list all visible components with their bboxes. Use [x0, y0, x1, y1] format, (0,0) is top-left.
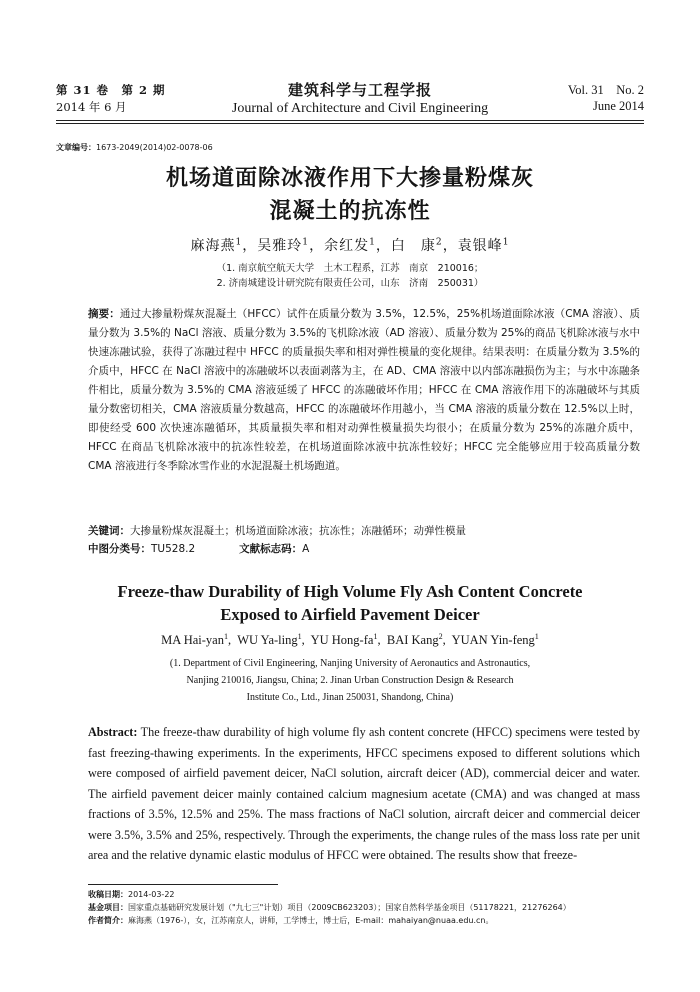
en-author-sup: 1: [534, 631, 539, 641]
author-bio-value: 麻海燕（1976-），女，江苏南京人，讲师，工学博士，博士后，E-mail：mahaiyan@nuaa.edu.cn。: [128, 916, 494, 925]
fund-label: 基金项目：: [88, 903, 128, 912]
cn-authors: 麻海燕$^1$，吴雅玲$^1$，余红发$^1$，白 康$^2$，袁银峰$^1$: [190, 237, 510, 254]
en-author-sup: 1: [223, 631, 229, 641]
cn-keywords: [88, 523, 640, 540]
en-issue-info: [568, 82, 644, 114]
cn-author-sup: 1: [235, 237, 243, 248]
footnote-rule: [88, 884, 278, 885]
en-abstract-text: The freeze-thaw durability of high volume fly ash content concrete (HFCC) specimens were tested by fast freezing-thawing experiments. In the experiments, HFCC specimens exposed to different solutions which were composed of airfield pavement deicer, NaCl solution, aircraft deicer (AD), commercial deicer and water. The airfield pavement deicer mainly contained calcium magnesium acetate (CMA) and was changed at mass fractions of 3.5%, 12.5% and 25%. The mass fractions of NaCl solution, aircraft deicer and commercial deicer were 3.5%, 3.5% and 25%, respectively. Through the experiments, the change rules of the mass loss rate per unit area and the relative dynamic elastic modulus of HFCC were obtained. The results show that freeze-: [88, 725, 640, 862]
en-author-sup: 2: [438, 631, 443, 641]
cn-abstract-label: 摘要：: [88, 308, 120, 320]
cn-author: 余红发: [324, 238, 370, 254]
cn-issue-info: [56, 82, 166, 116]
en-author-sup: 1: [297, 631, 302, 641]
cn-volume: 第 31 卷 第 2 期: [56, 83, 166, 97]
cn-author-sup: 1: [502, 237, 510, 248]
article-number: [56, 142, 213, 153]
cn-abstract: [88, 305, 640, 476]
cn-author-sup: 1: [369, 237, 376, 248]
journal-title: [160, 80, 560, 118]
doc-code-label: 文献标志码：: [239, 543, 303, 555]
en-abstract-label: Abstract:: [88, 725, 138, 739]
en-affiliation-line: (1. Department of Civil Engineering, Nanjing University of Aeronautics and Astronautics,: [169, 658, 531, 669]
en-author: MA Hai-yan: [161, 633, 224, 647]
journal-title-en: Journal of Architecture and Civil Engineering: [231, 101, 489, 116]
en-author: YUAN Yin-feng: [451, 633, 535, 647]
article-number-label: 文章编号：: [56, 143, 96, 152]
cn-author: 袁银峰: [457, 238, 503, 254]
en-title-line1: Freeze-thaw Durability of High Volume Fly Ash Content Concrete: [117, 582, 583, 601]
cn-author-sup: 2: [435, 237, 443, 248]
cn-author: 吴雅玲: [257, 238, 303, 254]
fund-info: [88, 901, 660, 914]
received-date: [88, 888, 660, 901]
cn-title-line1: 机场道面除冰液作用下大掺量粉煤灰: [165, 166, 534, 191]
cn-affiliations: [56, 261, 644, 291]
en-authors: MA Hai-yan$^1$, WU Ya-ling$^1$, YU Hong-$fa^1$, BAI Kang$^2$, YUAN Yin-feng$^1$: [161, 631, 539, 647]
en-title-line2: Exposed to Airfield Pavement Deicer: [220, 605, 480, 624]
clc-label: 中图分类号：: [88, 543, 151, 555]
received-label: 收稿日期：: [88, 890, 128, 899]
en-abstract: [88, 722, 640, 866]
journal-title-cn: 建筑科学与工程学报: [287, 81, 432, 99]
cn-affiliation-line: （1. 南京航空航天大学 土木工程系，江苏 南京 210016；: [216, 263, 484, 274]
footnotes: [88, 888, 660, 927]
cn-classification: [88, 541, 640, 558]
author-bio-label: 作者简介：: [88, 916, 128, 925]
cn-author-sup: 1: [302, 237, 310, 248]
en-title: [56, 580, 644, 626]
header-rule-thin: [56, 123, 644, 124]
cn-author: 白 康: [390, 238, 436, 254]
fund-value: 国家重点基础研究发展计划（"九七三"计划）项目（2009CB623203）；国家自然科学基金项目（51178221，21276264）: [128, 903, 571, 912]
en-affiliation-line: Institute Co., Ltd., Jinan 250031, Shandong, China): [246, 692, 454, 703]
cn-abstract-text: 通过大掺量粉煤灰混凝土（HFCC）试件在质量分数为 3.5%，12.5%，25%机场道面除冰液（CMA 溶液）、质量分数为 3.5%的 NaCl 溶液、质量分数为 3.5%的飞机除冰液（AD 溶液）、质量分数为 25%的商品飞机除冰液与水中快速冻融试验，获得了冻融过程中 HFCC 的质量损失率和相对弹性模量的变化规律。结果表明：在质量分数为 3.5%的介质中，HFCC 在 NaCl 溶液中的冻融破坏以表面剥落为主，在 AD、CMA 溶液中以内部冻融损伤为主；与水中冻融条件相比，质量分数为 3.5%的 CMA 溶液延缓了 HFCC 的冻融破坏作用；HFCC 在 CMA 溶液作用下的冻融破坏与其质量分数密切相关，CMA 溶液质量分数越高，HFCC 的冻融破坏作用越小，当 CMA 溶液的质量分数在 12.5%以上时，即使经受 600 次快速冻融循环，其质量损失率和相对动弹性模量损失均很小；在质量分数为 25%的冻融介质中，HFCC 在商品飞机除冰液中的抗冻性较差，在机场道面除冰液中抗冻性较好；HFCC 完全能够应用于较高质量分数 CMA 溶液进行冬季除冰雪作业的水泥混凝土机场跑道。: [88, 308, 641, 472]
cn-affiliation-line: 2. 济南城建设计研究院有限责任公司，山东 济南 250031）: [216, 278, 484, 289]
en-date: June 2014: [592, 99, 644, 113]
cn-title-line2: 混凝土的抗冻性: [269, 199, 431, 224]
en-author: BAI Kang: [386, 633, 439, 647]
en-volume: Vol. 31 No. 2: [567, 83, 644, 97]
en-author-sup: 1: [373, 631, 378, 641]
cn-keywords-label: 关键词：: [88, 525, 130, 537]
article-number-value: 1673-2049(2014)02-0078-06: [96, 143, 213, 152]
header-rule: [56, 120, 644, 121]
received-value: 2014-03-22: [128, 890, 175, 899]
author-bio: [88, 914, 660, 927]
en-affiliation-line: Nanjing 210016, Jiangsu, China; 2. Jinan Urban Construction Design & Research: [186, 675, 514, 686]
cn-date: 2014 年 6 月: [56, 100, 127, 114]
clc-value: TU528.2: [151, 543, 196, 555]
cn-author: 麻海燕: [190, 238, 236, 254]
en-affiliations: [110, 655, 590, 706]
en-author: WU Ya-ling: [237, 633, 298, 647]
en-author: YU Hong-fa: [310, 633, 374, 647]
cn-title: [56, 162, 644, 228]
cn-keywords-text: 大掺量粉煤灰混凝土；机场道面除冰液；抗冻性；冻融循环；动弹性模量: [130, 525, 466, 537]
doc-code-value: A: [302, 543, 310, 555]
